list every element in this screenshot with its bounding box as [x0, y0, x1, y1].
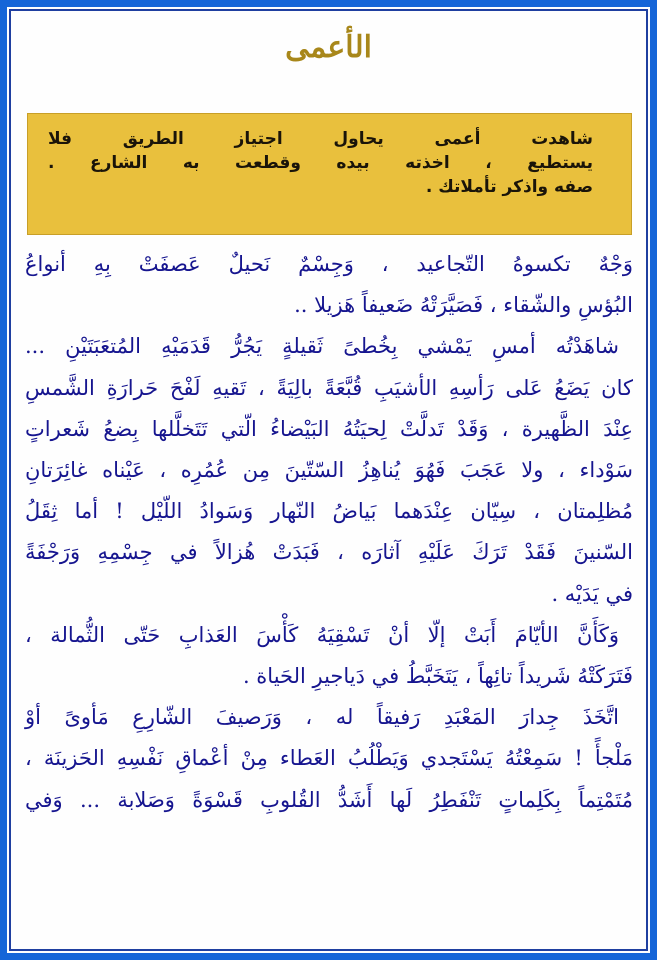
paragraph-line: اتَّخَذَ جِدارَ المَعْبَدِ رَفيقاً له ، وَرَصيفَ الشّارِعِ مَأوىً أوْ [25, 705, 619, 730]
paragraph-line: مُتَمْتِماً بِكَلِماتٍ تَنْفَطِرُ لَها أَشَدُّ القُلوبِ قَسْوَةً وَصَلابة ... وَفي [25, 787, 633, 812]
page-title: الأعمى [285, 30, 372, 65]
paragraph-line: فَتَرَكَتْهُ شَريداً تائِهاً ، يَتَخَبَّطُ في دَياجيرِ الحَياة . [242, 664, 633, 689]
paragraph-line: مُظلِمتان ، سِيّان عِنْدَهما بَياضُ النّهار وَسَوادُ اللّيْل ! أما ثِقَلُ [25, 499, 633, 524]
paragraph-line: وَكَأَنَّ الأيّامَ أَبَتْ إلّا أنْ تَسْقِيَهُ كَأْسَ العَذابِ حَتّى الثُّمالة ، [25, 622, 619, 647]
paragraph-line: كان يَضَعُ عَلى رَأسِهِ الأشيَبِ قُبَّعَةً بالِيَةً ، تَقيهِ لَفْحَ حَرارَةِ الشَّمسِ [25, 375, 633, 400]
paragraph-line: مَلْجأً ! سَمِعْتُهُ يَسْتَجدي وَيَطْلُبُ العَطاء مِنْ أعْماقِ نَفْسِهِ الحَزينَة ، [25, 746, 633, 771]
paragraph-line: سَوْداء ، ولا عَجَبَ فَهُوَ يُناهِزُ السّتّينَ مِن عُمُرِه ، عَيْناه غائِرَتانِ [25, 458, 633, 483]
summary-line: شاهدت أعمى يحاول اجتياز الطريق فلا [48, 129, 593, 149]
paragraph-line: عِنْدَ الظَّهيرة ، وَقَدْ تَدلَّتْ لِحيَتُهُ البَيْضاءُ الّتي تَتَخلَّلها بِضعُ شَعراتٍ [25, 416, 633, 441]
paragraph-line: البُؤسِ والشّقاء ، فَصَيَّرَتْهُ ضَعيفاً هَزيلا .. [294, 293, 633, 318]
summary-line: يستطيع ، اخذته بيده وقطعت به الشارع . [48, 153, 593, 173]
body-text [25, 244, 633, 821]
paragraph-line: السّنينَ فَقَدْ تَرَكَ عَلَيْهِ آثارَه ، فَبَدَتْ هُزالاً في جِسْمِهِ وَرَجْفَةً [25, 540, 633, 565]
paragraph-line: وَجْهٌ تكسوهُ التّجاعيد ، وَجِسْمٌ نَحيلٌ عَصفَتْ بِهِ أنواعُ [25, 252, 633, 276]
summary-line: صفه واذكر تأملاتك . [425, 177, 593, 197]
paragraph-line: في يَدَيْه . [551, 581, 633, 606]
paragraph-line: شاهَدْتُه أمسِ يَمْشي بِخُطىً ثَقيلةٍ يَجُرُّ قَدَمَيْهِ المُتعَبَتَيْنِ ... [25, 334, 619, 359]
summary-box [27, 113, 632, 235]
